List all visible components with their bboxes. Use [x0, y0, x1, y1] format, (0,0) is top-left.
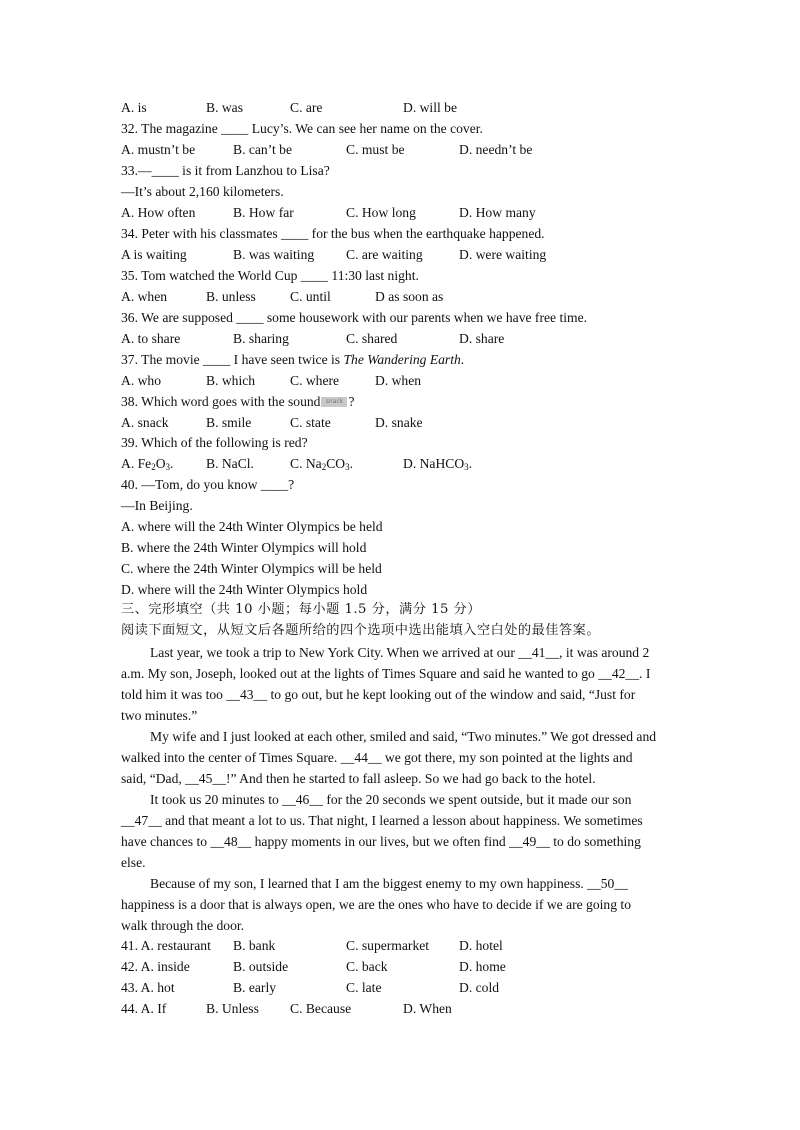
q36-option-d: D. share	[459, 331, 505, 346]
q34-option-c: C. are waiting	[346, 247, 423, 262]
q31-option-b: B. was	[206, 100, 244, 115]
q39-a-text: A. Fe	[121, 456, 152, 471]
passage-line: Last year, we took a trip to New York City. When we arrived at our __41__, it was around 2	[150, 645, 650, 660]
q40-option-a: A. where will the 24th Winter Olympics be held	[121, 519, 383, 534]
q34-option-d: D. were waiting	[459, 247, 547, 262]
q39-option-c	[290, 453, 353, 474]
q38-option-c: C. state	[290, 415, 331, 430]
q36-option-b: B. sharing	[233, 331, 289, 346]
q43-option-b: B. early	[233, 980, 277, 995]
q37-stem-text: 37. The movie ____ I have seen twice is	[121, 352, 344, 367]
passage-line: My wife and I just looked at each other, smiled and said, “Two minutes.” We got dressed and	[150, 729, 657, 744]
q32-stem: 32. The magazine ____ Lucy’s. We can see her name on the cover.	[121, 121, 483, 136]
q39-c-sub2: 3	[345, 462, 350, 472]
q39-c-text: C. Na	[290, 456, 322, 471]
q39-a-mid: O	[155, 456, 166, 471]
q37-option-a: A. who	[121, 373, 162, 388]
q39-c-mid: CO	[326, 456, 346, 471]
q39-option-d	[403, 453, 472, 474]
q37-movie-title: The Wandering Earth	[343, 352, 461, 367]
q34-option-a: A is waiting	[121, 247, 187, 262]
q31-option-c: C. are	[290, 100, 323, 115]
q39-a-end: .	[170, 456, 174, 471]
q42-option-a: 42. A. inside	[121, 959, 190, 974]
q35-option-d: D as soon as	[375, 289, 444, 304]
q44-option-d: D. When	[403, 1001, 452, 1016]
q44-option-a: 44. A. If	[121, 1001, 167, 1016]
passage-line: walk through the door.	[121, 918, 245, 933]
q38-option-a: A. snack	[121, 415, 169, 430]
q40-option-b: B. where the 24th Winter Olympics will hold	[121, 540, 367, 555]
q31-option-a: A. is	[121, 100, 147, 115]
q33-option-a: A. How often	[121, 205, 196, 220]
q34-option-b: B. was waiting	[233, 247, 315, 262]
section3-title: 三、完形填空（共 10 小题；每小题 1.5 分，满分 15 分）	[121, 602, 481, 617]
passage-line: a.m. My son, Joseph, looked out at the lights of Times Square and said he wanted to go __42__. I	[121, 666, 651, 681]
q38-option-b: B. smile	[206, 415, 252, 430]
q39-c-sub1: 2	[321, 462, 327, 472]
q44-option-b: B. Unless	[206, 1001, 259, 1016]
q43-option-d: D. cold	[459, 980, 500, 995]
q39-d-sub1: 3	[464, 462, 469, 472]
q42-option-d: D. home	[459, 959, 506, 974]
q32-option-c: C. must be	[346, 142, 405, 157]
q32-option-d: D. needn’t be	[459, 142, 533, 157]
q33-option-d: D. How many	[459, 205, 536, 220]
q38-stem-text: 38. Which word goes with the sound	[121, 394, 321, 409]
q32-option-b: B. can’t be	[233, 142, 293, 157]
q37-option-d: D. when	[375, 373, 422, 388]
q39-a-sub2: 3	[165, 462, 171, 472]
q36-option-a: A. to share	[121, 331, 181, 346]
passage-line: __47__ and that meant a lot to us. That night, I learned a lesson about happiness. We sometimes	[121, 813, 643, 828]
q39-b-text: B. NaCl.	[206, 456, 254, 471]
q33-answer-line: —It’s about 2,160 kilometers.	[121, 184, 284, 199]
q40-answer-line: —In Beijing.	[121, 498, 193, 513]
passage-line: else.	[121, 855, 146, 870]
q38-option-d: D. snake	[375, 415, 423, 430]
q38-stem	[121, 391, 355, 412]
q39-stem: 39. Which of the following is red?	[121, 435, 308, 450]
q39-d-end: .	[468, 456, 473, 471]
q41-option-c: C. supermarket	[346, 938, 430, 953]
passage-line: Because of my son, I learned that I am the biggest enemy to my own happiness. __50__	[150, 876, 628, 891]
passage-line: two minutes.”	[121, 708, 198, 723]
q32-option-a: A. mustn’t be	[121, 142, 196, 157]
q37-option-c: C. where	[290, 373, 340, 388]
q37-stem	[121, 349, 464, 370]
q34-stem: 34. Peter with his classmates ____ for the bus when the earthquake happened.	[121, 226, 545, 241]
q33-option-c: C. How long	[346, 205, 416, 220]
q39-a-sub1: 2	[151, 462, 156, 472]
q41-option-b: B. bank	[233, 938, 276, 953]
q43-option-a: 43. A. hot	[121, 980, 175, 995]
q42-option-b: B. outside	[233, 959, 289, 974]
q40-option-d: D. where will the 24th Winter Olympics hold	[121, 582, 368, 597]
q43-option-c: C. late	[346, 980, 382, 995]
passage-line: told him it was too __43__ to go out, but he kept looking out of the window and said, “Just for	[121, 687, 636, 702]
passage-line: happiness is a door that is always open, we are the ones who have to decide if we are going to	[121, 897, 631, 912]
q40-stem: 40. —Tom, do you know ____?	[121, 477, 295, 492]
q44-option-c: C. Because	[290, 1001, 352, 1016]
q40-option-c: C. where the 24th Winter Olympics will be held	[121, 561, 382, 576]
q39-option-b	[206, 453, 254, 474]
passage-line: walked into the center of Times Square. __44__ we got there, my son pointed at the lights and	[121, 750, 633, 765]
q41-option-a: 41. A. restaurant	[121, 938, 211, 953]
passage-line: said, “Dad, __45__!” And then he started to fall asleep. So we had go back to the hotel.	[121, 771, 596, 786]
q39-c-end: .	[349, 456, 354, 471]
passage-line: It took us 20 minutes to __46__ for the 20 seconds we spent outside, but it made our son	[150, 792, 632, 807]
q35-option-c: C. until	[290, 289, 331, 304]
q33-stem: 33.—____ is it from Lanzhou to Lisa?	[121, 163, 330, 178]
section3-instruction: 阅读下面短文，从短文后各题所给的四个选项中选出能填入空白处的最佳答案。	[121, 623, 601, 638]
q36-stem: 36. We are supposed ____ some housework with our parents when we have free time.	[121, 310, 588, 325]
q42-option-c: C. back	[346, 959, 388, 974]
q39-d-text: D. NaHCO	[403, 456, 465, 471]
q37-stem-end: .	[460, 352, 465, 367]
q33-option-b: B. How far	[233, 205, 294, 220]
q31-option-d: D. will be	[403, 100, 457, 115]
q35-option-a: A. when	[121, 289, 168, 304]
q35-stem: 35. Tom watched the World Cup ____ 11:30 last night.	[121, 268, 419, 283]
q36-option-c: C. shared	[346, 331, 398, 346]
q37-option-b: B. which	[206, 373, 256, 388]
q39-option-a	[121, 453, 173, 474]
passage-line: have chances to __48__ happy moments in our lives, but we often find __49__ to do something	[121, 834, 641, 849]
q35-option-b: B. unless	[206, 289, 256, 304]
q41-option-d: D. hotel	[459, 938, 503, 953]
q38-stem-end: ?	[348, 394, 355, 409]
sound-audio-icon[interactable]: snack	[321, 397, 347, 407]
